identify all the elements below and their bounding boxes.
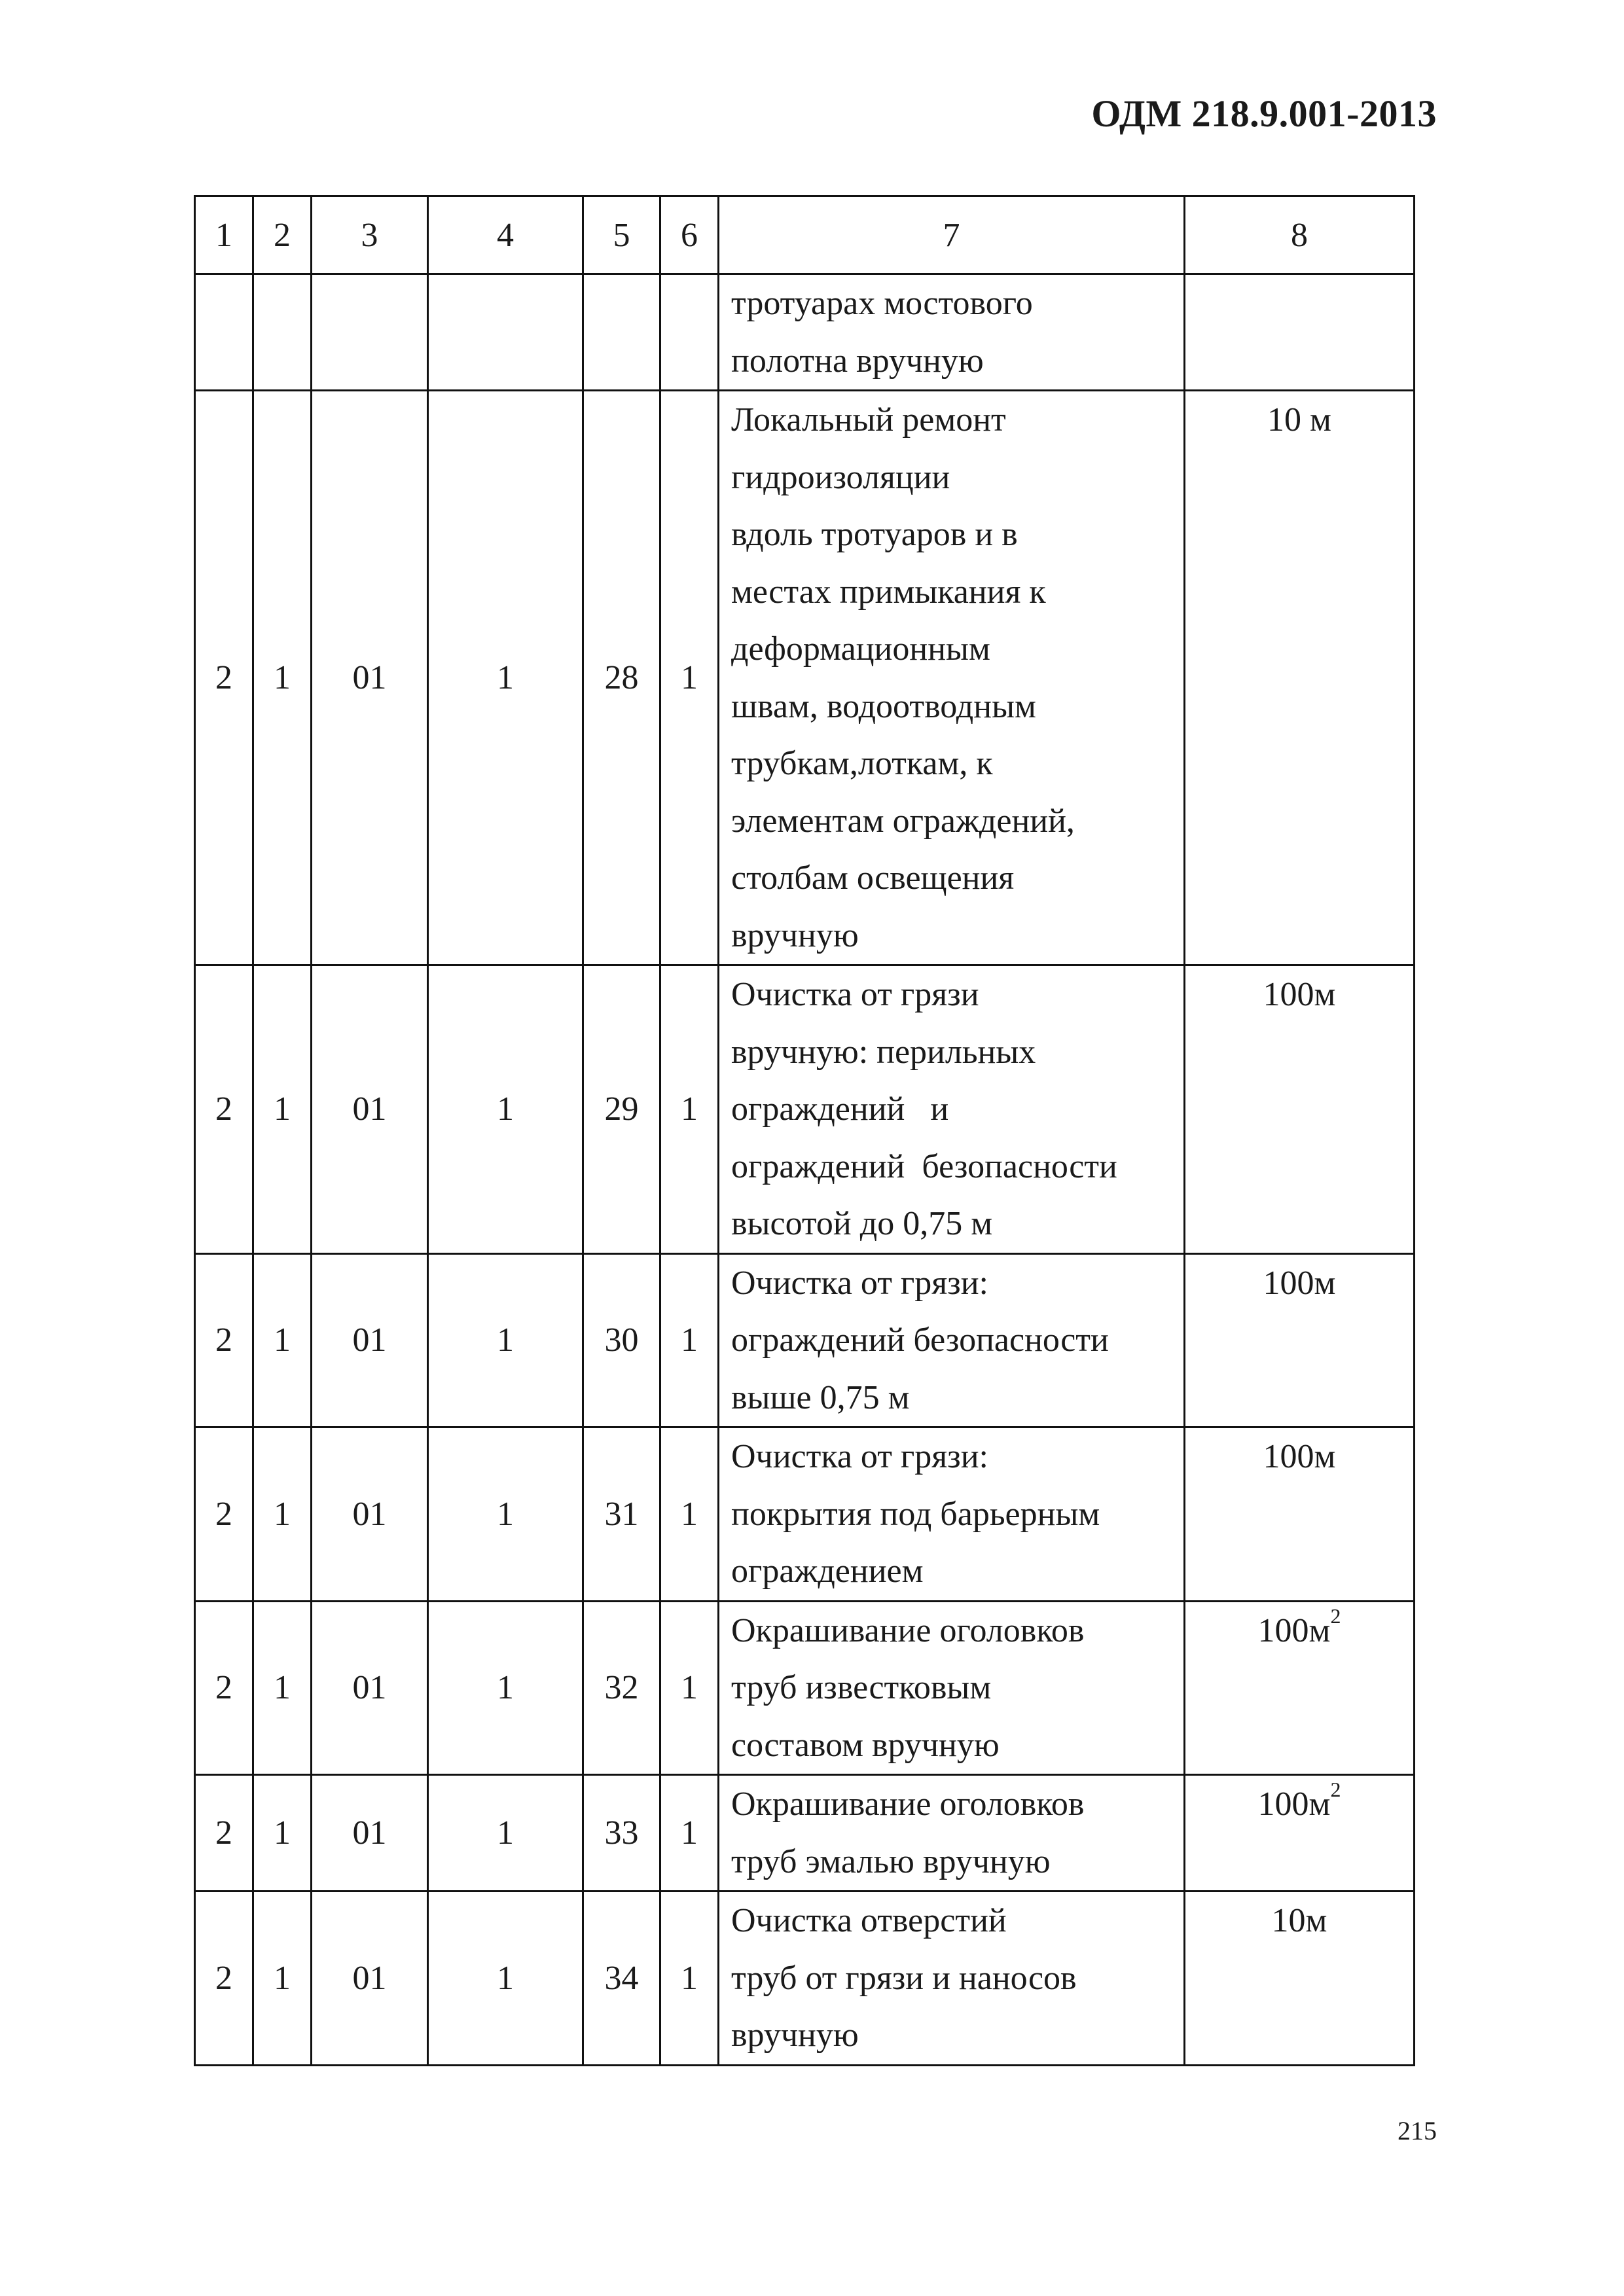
unit-text: 100м [1263, 1438, 1336, 1475]
table-cell: 2 [195, 391, 253, 965]
description-line: столбам освещения [731, 859, 1015, 897]
table-cell: 01 [312, 391, 428, 965]
unit-cell [1185, 1427, 1415, 1602]
description-line: ограждений безопасности [731, 1321, 1109, 1359]
table-cell: 1 [428, 1253, 583, 1427]
description-line: элементам ограждений, [731, 802, 1075, 840]
work-description [719, 1892, 1185, 2066]
table-cell: 1 [253, 1775, 312, 1892]
table-cell: 1 [253, 1253, 312, 1427]
description-line: гидроизоляции [731, 458, 950, 496]
work-description [719, 391, 1185, 965]
unit-cell [1185, 1892, 1415, 2066]
continuation-row [195, 274, 1415, 391]
table-cell: 1 [428, 965, 583, 1254]
work-description [719, 1427, 1185, 1602]
table-cell: 1 [660, 1601, 719, 1775]
table-cell: 1 [660, 1775, 719, 1892]
table-cell: 34 [583, 1892, 660, 2066]
description-line: Очистка от грязи: [731, 1438, 988, 1475]
description-line: швам, водоотводным [731, 687, 1036, 725]
description-line: труб от грязи и наносов [731, 1959, 1077, 1997]
column-number: 5 [583, 196, 660, 274]
table-cell: 29 [583, 965, 660, 1254]
table-cell: 2 [195, 1892, 253, 2066]
unit-text: 100м [1263, 976, 1336, 1013]
description-line: Окрашивание оголовков [731, 1785, 1085, 1823]
table-cell: 01 [312, 965, 428, 1254]
table-row [195, 965, 1415, 1254]
description-line: труб эмалью вручную [731, 1842, 1051, 1880]
table-row [195, 1775, 1415, 1892]
unit-text: 100м [1263, 1264, 1336, 1302]
table-cell: 1 [660, 965, 719, 1254]
unit-cell [1185, 391, 1415, 965]
table-cell: 2 [195, 1253, 253, 1427]
unit-text: 10 м [1267, 401, 1331, 439]
unit-cell [1185, 1775, 1415, 1892]
table-cell: 2 [195, 1775, 253, 1892]
document-code: ОДМ 218.9.001-2013 [1091, 92, 1437, 135]
unit-superscript: 2 [1330, 1778, 1341, 1801]
table-cell [660, 274, 719, 391]
table-row [195, 1892, 1415, 2066]
table-cell: 1 [660, 1253, 719, 1427]
description-line: тротуарах мостового [731, 285, 1033, 322]
description-line: вручную: перильных [731, 1033, 1036, 1071]
table-cell: 1 [253, 1601, 312, 1775]
work-description [719, 1775, 1185, 1892]
description-line: местах примыкания к [731, 573, 1046, 611]
description-line: ограждений безопасности [731, 1147, 1117, 1185]
unit-superscript: 2 [1330, 1604, 1341, 1628]
table-cell [428, 274, 583, 391]
table-cell: 01 [312, 1601, 428, 1775]
column-number: 1 [195, 196, 253, 274]
description-line: деформационным [731, 630, 990, 668]
unit-text: 100м [1257, 1611, 1331, 1649]
table-cell: 1 [253, 965, 312, 1254]
table-cell: 28 [583, 391, 660, 965]
description-line: вдоль тротуаров и в [731, 516, 1018, 553]
description-line: покрытия под барьерным [731, 1495, 1100, 1533]
description-line: трубкам,лоткам, к [731, 745, 993, 782]
unit-text: 10м [1271, 1902, 1327, 1939]
column-number: 7 [719, 196, 1185, 274]
table-cell [312, 274, 428, 391]
description-line: ограждений и [731, 1090, 949, 1128]
table-row [195, 1427, 1415, 1602]
work-description [719, 965, 1185, 1254]
column-number: 6 [660, 196, 719, 274]
description-line: ограждением [731, 1552, 924, 1590]
column-number: 3 [312, 196, 428, 274]
table-cell [195, 274, 253, 391]
table-cell [1185, 274, 1415, 391]
description-line: Очистка от грязи [731, 976, 979, 1013]
table-cell: 33 [583, 1775, 660, 1892]
description-line: Локальный ремонт [731, 401, 1006, 439]
table-cell: 2 [195, 1427, 253, 1602]
table-cell: 01 [312, 1253, 428, 1427]
table-cell: 31 [583, 1427, 660, 1602]
column-number: 8 [1185, 196, 1415, 274]
table-cell: 1 [428, 1427, 583, 1602]
column-number: 4 [428, 196, 583, 274]
description-line: высотой до 0,75 м [731, 1205, 993, 1242]
table-cell: 2 [195, 965, 253, 1254]
table-cell: 1 [253, 391, 312, 965]
table-cell: 1 [253, 1892, 312, 2066]
unit-cell [1185, 1253, 1415, 1427]
table-row [195, 391, 1415, 965]
table-cell: 01 [312, 1427, 428, 1602]
table-cell: 1 [253, 1427, 312, 1602]
work-description [719, 1253, 1185, 1427]
work-description [719, 1601, 1185, 1775]
table-cell: 1 [660, 1427, 719, 1602]
description-line: составом вручную [731, 1726, 1000, 1764]
description-line: вручную [731, 916, 859, 954]
table-cell: 1 [428, 1601, 583, 1775]
description-line: Очистка от грязи: [731, 1264, 988, 1302]
column-number-row [195, 196, 1415, 274]
page-number: 215 [1398, 2116, 1437, 2145]
works-table [194, 195, 1415, 2066]
table-cell: 1 [428, 1892, 583, 2066]
description-line: труб известковым [731, 1669, 992, 1706]
table-cell: 1 [660, 391, 719, 965]
description-line: вручную [731, 2017, 859, 2054]
work-description [719, 274, 1185, 391]
table-cell: 2 [195, 1601, 253, 1775]
table-cell: 01 [312, 1892, 428, 2066]
table-cell: 32 [583, 1601, 660, 1775]
table-cell: 1 [428, 1775, 583, 1892]
column-number: 2 [253, 196, 312, 274]
description-line: полотна вручную [731, 342, 984, 380]
description-line: выше 0,75 м [731, 1378, 910, 1416]
description-line: Окрашивание оголовков [731, 1611, 1085, 1649]
unit-cell [1185, 965, 1415, 1254]
description-line: Очистка отверстий [731, 1902, 1007, 1939]
table-cell: 1 [428, 391, 583, 965]
table-row [195, 1601, 1415, 1775]
unit-cell [1185, 1601, 1415, 1775]
table-cell [253, 274, 312, 391]
table-cell: 1 [660, 1892, 719, 2066]
table-cell: 01 [312, 1775, 428, 1892]
table-cell [583, 274, 660, 391]
table-cell: 30 [583, 1253, 660, 1427]
table-row [195, 1253, 1415, 1427]
unit-text: 100м [1257, 1785, 1331, 1823]
